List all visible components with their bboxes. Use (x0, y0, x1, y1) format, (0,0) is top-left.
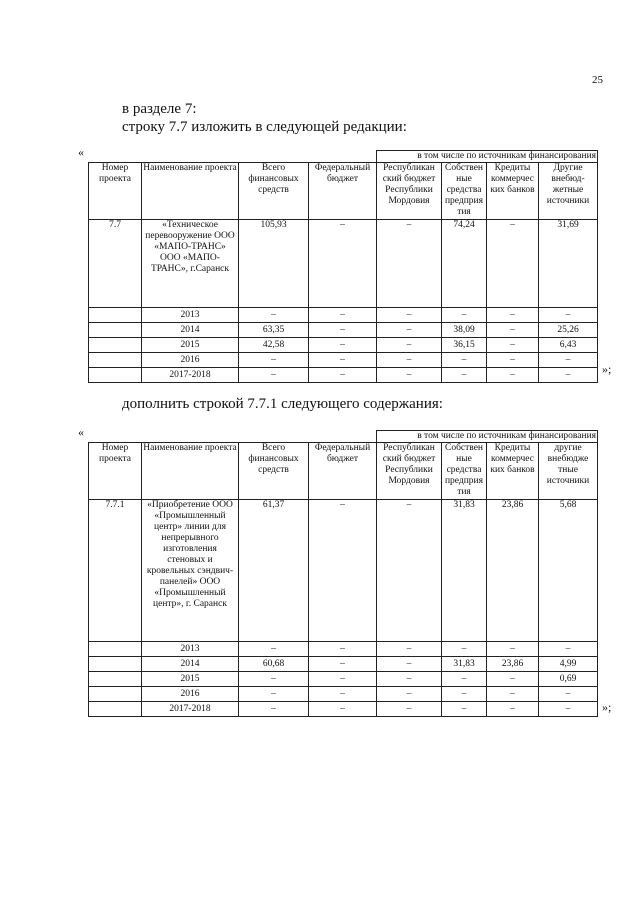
year-row (89, 642, 598, 657)
empty-cell (89, 702, 142, 717)
republic-cell: – (377, 368, 442, 383)
total-cell: 60,68 (239, 657, 309, 672)
other-cell: – (539, 308, 598, 323)
empty-cell (89, 687, 142, 702)
year-row (89, 368, 598, 383)
empty-cell (89, 308, 142, 323)
republic-cell: – (377, 338, 442, 353)
other-cell: – (539, 353, 598, 368)
republic-cell: – (377, 672, 442, 687)
span-header: в том числе по источникам финансирования (377, 431, 598, 443)
col-header: другие внебюдже тные источники (539, 443, 598, 500)
federal-cell: – (309, 308, 377, 323)
project-number: 7.7.1 (89, 500, 142, 642)
credits-cell: 23,86 (487, 500, 539, 642)
republic-cell: – (377, 702, 442, 717)
own-cell: 36,15 (442, 338, 487, 353)
own-cell: 31,83 (442, 657, 487, 672)
col-header: Всего финансовых средств (239, 443, 309, 500)
own-cell: 31,83 (442, 500, 487, 642)
total-cell: – (239, 308, 309, 323)
empty-cell (89, 642, 142, 657)
federal-cell: – (309, 323, 377, 338)
year-cell: 2013 (142, 308, 239, 323)
instruction-line: строку 7.7 изложить в следующей редакции: (122, 119, 407, 135)
other-cell: 4,99 (539, 657, 598, 672)
total-cell: – (239, 353, 309, 368)
total-cell: – (239, 687, 309, 702)
col-header: Кредиты коммерчес ких банков (487, 163, 539, 220)
year-cell: 2013 (142, 642, 239, 657)
federal-cell: – (309, 338, 377, 353)
project-name: «Техническое перевооружение ООО «МАПО-ТРАНС» ООО «МАПО-ТРАНС», г.Саранск (142, 220, 239, 308)
empty-cell (89, 657, 142, 672)
col-header: Собствен ные средства предприя тия (442, 443, 487, 500)
col-header: Наименование проекта (142, 163, 239, 220)
republic-cell: – (377, 353, 442, 368)
instruction-line-2: дополнить строкой 7.7.1 следующего содержания: (122, 396, 443, 412)
year-row (89, 353, 598, 368)
col-header: Наименование проекта (142, 443, 239, 500)
other-cell: – (539, 642, 598, 657)
total-cell: – (239, 672, 309, 687)
other-cell: 5,68 (539, 500, 598, 642)
own-cell: – (442, 308, 487, 323)
own-cell: – (442, 353, 487, 368)
credits-cell: – (487, 308, 539, 323)
empty-cell (89, 353, 142, 368)
year-row (89, 672, 598, 687)
own-cell: – (442, 687, 487, 702)
credits-cell: – (487, 672, 539, 687)
other-cell: – (539, 702, 598, 717)
credits-cell: – (487, 642, 539, 657)
other-cell: – (539, 687, 598, 702)
total-cell: – (239, 702, 309, 717)
credits-cell: – (487, 702, 539, 717)
year-row (89, 687, 598, 702)
other-cell: 6,43 (539, 338, 598, 353)
span-header: в том числе по источникам финансирования (377, 151, 598, 163)
quote-open-1: « (78, 145, 84, 159)
republic-cell: – (377, 642, 442, 657)
credits-cell: – (487, 353, 539, 368)
federal-cell: – (309, 368, 377, 383)
republic-cell: – (377, 308, 442, 323)
col-header: Номер проекта (89, 163, 142, 220)
own-cell: – (442, 702, 487, 717)
empty-cell (89, 323, 142, 338)
col-header: Номер проекта (89, 443, 142, 500)
page-number: 25 (592, 74, 603, 86)
col-header: Республикан ский бюджет Республики Мордовия (377, 443, 442, 500)
col-header: Федеральный бюджет (309, 443, 377, 500)
year-row (89, 308, 598, 323)
total-cell: 105,93 (239, 220, 309, 308)
empty-cell (89, 368, 142, 383)
col-header: Республикан ский бюджет Республики Мордовия (377, 163, 442, 220)
year-row (89, 702, 598, 717)
col-header: Федеральный бюджет (309, 163, 377, 220)
own-cell: – (442, 642, 487, 657)
project-name: «Приобретение ООО «Промышленный центр» линии для непрерывного изготовления стеновых и кровельных сэндвич-панелей» ООО «Промышленный центр», г. Саранск (142, 500, 239, 642)
other-cell: – (539, 368, 598, 383)
quote-close-2: »; (602, 700, 612, 714)
federal-cell: – (309, 702, 377, 717)
year-cell: 2016 (142, 687, 239, 702)
federal-cell: – (309, 220, 377, 308)
year-row (89, 323, 598, 338)
federal-cell: – (309, 687, 377, 702)
year-cell: 2014 (142, 657, 239, 672)
federal-cell: – (309, 672, 377, 687)
own-cell: 38,09 (442, 323, 487, 338)
col-header: Собствен ные средства предприя тия (442, 163, 487, 220)
other-cell: 31,69 (539, 220, 598, 308)
col-header: Кредиты коммерчес ких банков (487, 443, 539, 500)
year-cell: 2015 (142, 338, 239, 353)
financing-table-7-7-1 (88, 430, 598, 717)
total-cell: 61,37 (239, 500, 309, 642)
credits-cell: – (487, 687, 539, 702)
federal-cell: – (309, 657, 377, 672)
year-cell: 2014 (142, 323, 239, 338)
total-cell: 63,35 (239, 323, 309, 338)
republic-cell: – (377, 323, 442, 338)
year-row (89, 657, 598, 672)
total-cell: 42,58 (239, 338, 309, 353)
year-cell: 2015 (142, 672, 239, 687)
financing-table-7-7 (88, 150, 598, 383)
other-cell: 25,26 (539, 323, 598, 338)
other-cell: 0,69 (539, 672, 598, 687)
federal-cell: – (309, 500, 377, 642)
own-cell: – (442, 672, 487, 687)
republic-cell: – (377, 500, 442, 642)
year-cell: 2017-2018 (142, 702, 239, 717)
credits-cell: – (487, 368, 539, 383)
col-header: Другие внебюд- жетные источники (539, 163, 598, 220)
federal-cell: – (309, 353, 377, 368)
project-row (89, 220, 598, 308)
credits-cell: – (487, 338, 539, 353)
credits-cell: 23,86 (487, 657, 539, 672)
year-cell: 2017-2018 (142, 368, 239, 383)
republic-cell: – (377, 220, 442, 308)
year-cell: 2016 (142, 353, 239, 368)
col-header: Всего финансовых средств (239, 163, 309, 220)
quote-open-2: « (78, 425, 84, 439)
total-cell: – (239, 642, 309, 657)
project-number: 7.7 (89, 220, 142, 308)
year-row (89, 338, 598, 353)
project-row (89, 500, 598, 642)
section-heading: в разделе 7: (122, 101, 197, 117)
federal-cell: – (309, 642, 377, 657)
republic-cell: – (377, 687, 442, 702)
credits-cell: – (487, 323, 539, 338)
own-cell: – (442, 368, 487, 383)
quote-close-1: »; (602, 362, 612, 376)
republic-cell: – (377, 657, 442, 672)
credits-cell: – (487, 220, 539, 308)
empty-cell (89, 338, 142, 353)
empty-cell (89, 672, 142, 687)
total-cell: – (239, 368, 309, 383)
own-cell: 74,24 (442, 220, 487, 308)
